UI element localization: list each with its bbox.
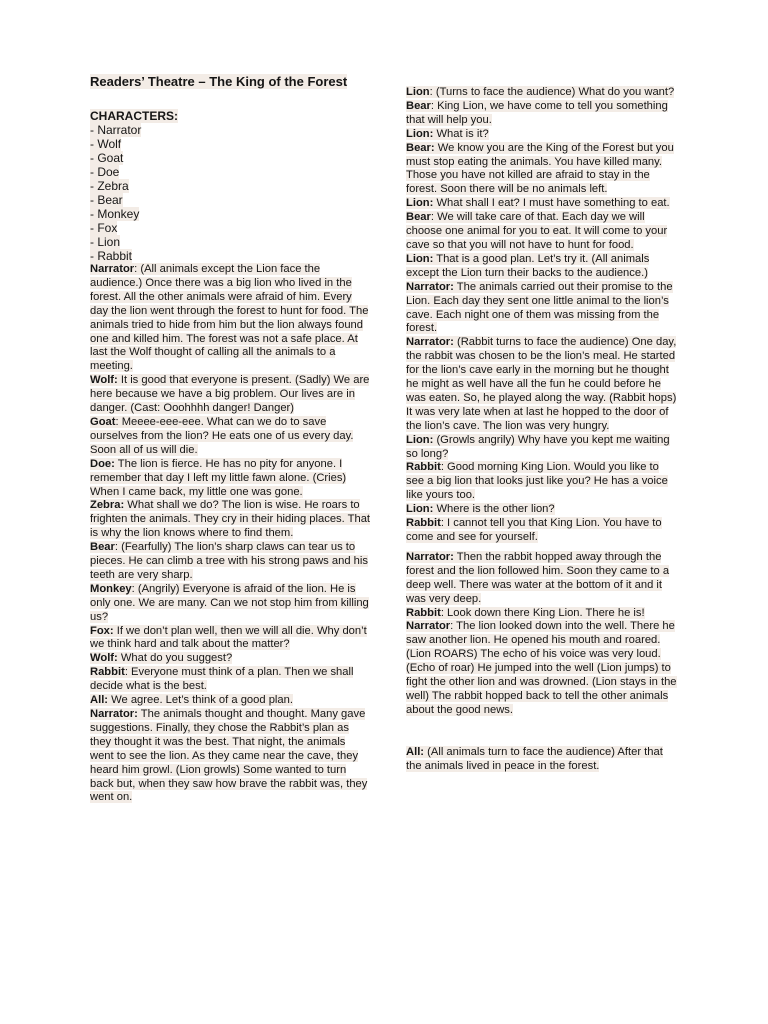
speaker-name: Monkey (90, 582, 132, 595)
line-text: : The lion looked down into the well. There he saw another lion. He opened his mouth and roared. (Lion ROARS) The echo of his voice was very loud. (Echo of roar) He jumped into the well (Lion jumps) to fight the other lion and was drowned. (Lion stays in the well) The rabbit hopped back to tell the other animals about the good news. (406, 620, 677, 716)
script-line (406, 503, 678, 517)
script-line (406, 281, 678, 337)
script-line (406, 336, 678, 433)
line-text: : (Angrily) Everyone is afraid of the lion. He is only one. We are many. Can we not stop him from killing us? (90, 582, 369, 623)
speaker-name: Narrator (406, 620, 451, 633)
speaker-name: Lion: (406, 433, 434, 446)
script-line (90, 416, 372, 458)
line-text: : Meeee-eee-eee. What can we do to save ourselves from the lion? He eats one of us every day. Soon all of us will die. (90, 415, 354, 456)
character-item: - Rabbit (90, 249, 133, 263)
character-item: - Bear (90, 193, 123, 207)
script-line (90, 499, 372, 541)
line-text: : Good morning King Lion. Would you like to see a big lion that looks just like you? He has a voice like yours too. (406, 461, 668, 502)
line-text: : (Turns to face the audience) What do you want? (429, 86, 675, 98)
character-list (90, 123, 372, 263)
line-text: (Growls angrily) Why have you kept me waiting so long? (406, 433, 670, 460)
script-line (406, 100, 678, 128)
line-text: : Look down there King Lion. There he is! (440, 606, 645, 619)
speaker-name: Rabbit (406, 461, 441, 474)
script-line (90, 263, 372, 374)
line-text: We agree. Let’s think of a good plan. (108, 694, 293, 707)
speaker-name: Lion: (406, 127, 434, 140)
speaker-name: Wolf: (90, 652, 118, 665)
speaker-name: All: (406, 745, 425, 758)
speaker-name: Narrator: (406, 550, 454, 563)
script-line (90, 374, 372, 416)
script-line (406, 517, 678, 545)
speaker-name: Bear (90, 541, 115, 554)
characters-heading: CHARACTERS: (90, 109, 178, 123)
line-text: : (Fearfully) The lion’s sharp claws can tear us to pieces. He can climb a tree with his strong paws and his teeth are very sharp. (90, 541, 368, 581)
script-line (90, 541, 372, 583)
speaker-name: All: (90, 694, 109, 707)
speaker-name: Rabbit (406, 606, 441, 619)
character-item: - Wolf (90, 137, 122, 151)
line-text: (Rabbit turns to face the audience) One day, the rabbit was chosen to be the lion’s meal. He started for the lion’s cave early in the morning but he thought he might as well have all the fun he could before he was eaten. So, he played along the way. (Rabbit hops) It was very late when at last he hopped to the door of the lion’s cave. The lion was very hungry. (406, 336, 677, 432)
speaker-name: Lion: (406, 252, 434, 265)
line-text: The animals thought and thought. Many gave suggestions. Finally, they chose the Rabbit’s plan as they thought it was the best. That night, the animals went to see the lion. As they came near the cave, they heard him growl. (Lion growls) Some wanted to turn back but, when they saw how brave the rabbit was, they went on. (90, 708, 368, 804)
speaker-name: Rabbit (90, 666, 125, 679)
speaker-name: Wolf: (90, 374, 118, 387)
speaker-name: Bear (406, 99, 431, 112)
character-item: - Monkey (90, 207, 140, 221)
character-item: - Doe (90, 165, 120, 179)
script-line (406, 607, 678, 621)
script-line (90, 694, 372, 708)
speaker-name: Narrator: (406, 336, 454, 349)
line-text: What do you suggest? (117, 652, 233, 665)
speaker-name: Lion (406, 86, 430, 98)
line-text: : (All animals except the Lion face the audience.) Once there was a big lion who lived in the forest. All the other animals were afraid of him. Every day the lion went through the forest to hunt for food. The animals tried to hide from him but the lion always found one and killed him. The forest was not a safe place. At last the Wolf thought of calling all the animals to a meeting. (90, 263, 369, 373)
speaker-name: Lion: (406, 197, 434, 210)
line-text: The lion is fierce. He has no pity for anyone. I remember that day I left my little fawn alone. (Cries) When I came back, my little one was gone. (90, 457, 347, 498)
character-item: - Narrator (90, 123, 142, 137)
line-text: What shall we do? The lion is wise. He roars to frighten the animals. They cry in their hiding places. That is why the lion knows where to find them. (90, 499, 371, 540)
character-item: - Fox (90, 221, 118, 235)
character-item: - Goat (90, 151, 124, 165)
script-line (406, 461, 678, 503)
script-line (406, 620, 678, 717)
script-line (406, 211, 678, 253)
document-title: Readers’ Theatre – The King of the Forest (90, 74, 348, 89)
character-item: - Lion (90, 235, 121, 249)
line-text: If we don’t plan well, then we will all die. Why don’t we think hard and talk about the matter? (90, 624, 367, 651)
speaker-name: Bear: (406, 141, 435, 154)
speaker-name: Narrator: (90, 708, 138, 720)
speaker-name: Goat (90, 415, 116, 428)
speaker-name: Doe: (90, 457, 115, 470)
line-text: : We will take care of that. Each day we will choose one animal for you to eat. It will come to your cave so that you will not have to hunt for food. (406, 211, 668, 251)
line-text: : I cannot tell you that King Lion. You have to come and see for yourself. (406, 517, 662, 543)
script-line (406, 142, 678, 198)
speaker-name: Narrator (90, 263, 135, 275)
script-line (90, 652, 372, 666)
speaker-name: Fox: (90, 624, 114, 637)
speaker-name: Bear (406, 211, 431, 224)
speaker-name: Rabbit (406, 517, 441, 530)
line-text: Where is the other lion? (433, 503, 555, 516)
speaker-name: Zebra: (90, 499, 125, 512)
line-text: That is a good plan. Let’s try it. (All animals except the Lion turn their backs to the audience.) (406, 252, 650, 279)
line-text: Then the rabbit hopped away through the forest and the lion followed him. Soon they came to a deep well. There was water at the bottom of it and it was very deep. (406, 550, 670, 605)
line-text: (All animals turn to face the audience) After that the animals lived in peace in the forest. (406, 745, 663, 772)
script-line (406, 253, 678, 281)
line-text: We know you are the King of the Forest but you must stop eating the animals. You have killed many. Those you have not killed are afraid to stay in the forest. Soon there will be no animals left. (406, 141, 674, 196)
line-text: What shall I eat? I must have something to eat. (433, 197, 670, 210)
line-text: What is it? (433, 127, 489, 140)
line-text: : Everyone must think of a plan. Then we shall decide what is the best. (90, 666, 354, 693)
script-line (406, 128, 678, 142)
left-column (90, 74, 372, 805)
script-line (90, 458, 372, 500)
script-line (406, 551, 678, 607)
line-text: The animals carried out their promise to the Lion. Each day they sent one little animal to the lion’s cave. Each night one of them was missing from the forest. (406, 280, 673, 335)
line-text: : King Lion, we have come to tell you something that will help you. (406, 99, 668, 126)
line-text: It is good that everyone is present. (Sadly) We are here because we have a big problem. Our lives are in danger. (Cast: Ooohhhh danger! Danger) (90, 374, 370, 415)
script-line (406, 434, 678, 462)
speaker-name: Lion: (406, 503, 434, 516)
character-item: - Zebra (90, 179, 129, 193)
script-line (90, 625, 372, 653)
speaker-name: Narrator: (406, 280, 454, 293)
script-line (406, 746, 678, 774)
script-line (90, 708, 372, 805)
script-line (406, 197, 678, 211)
right-column (406, 86, 678, 774)
script-line (406, 86, 678, 100)
script-line (90, 583, 372, 625)
script-line (90, 666, 372, 694)
